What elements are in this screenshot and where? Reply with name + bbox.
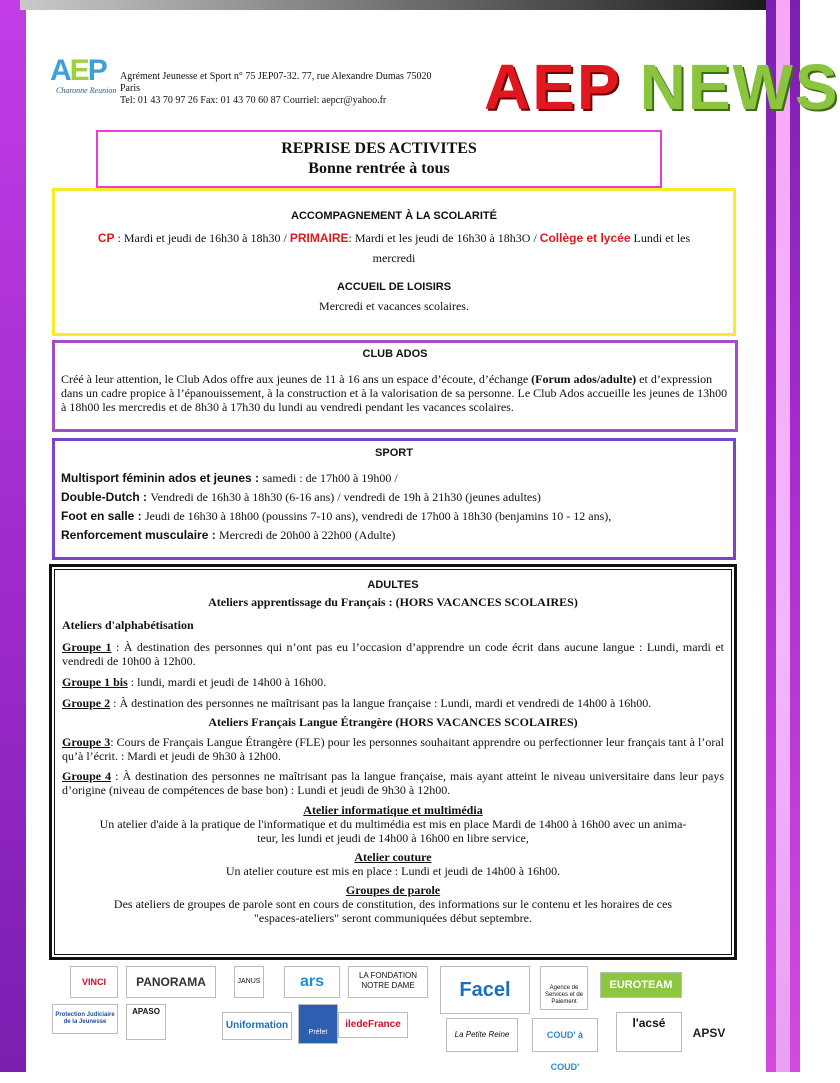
groupe-1-text: : À destination des personnes qui n’ont pas eu l’occasion d’apprendre un code écrit dans aucune langue : Lundi, mardi et vendredi de 10h00 à 12h00.	[62, 640, 724, 668]
aep-logo-subtitle: Charonne Reunion	[56, 86, 117, 95]
groupe-1	[62, 640, 724, 668]
college-text: Lundi et les	[630, 231, 691, 245]
groupe-1-label: Groupe 1	[62, 640, 112, 654]
club-ados-text-part-2: et d’expression dans un cadre propice à l’épanouissement, à la construction et à la valorisation de sa personne. Le Club Ados accueille les jeunes de 13h00 à 18h00 les mercredis et de 8h30 à 17h30 du lundi au vendredi pendant les vacances scolaires.	[61, 372, 728, 414]
aep-logo-letters: AEP	[50, 54, 106, 87]
adultes-subheading-2: Ateliers Français Langue Étrangère (HORS VACANCES SCOLAIRES)	[208, 715, 578, 729]
right-border-highlight	[776, 0, 790, 1072]
aep-news-banner	[484, 52, 840, 122]
address-line-2: Paris	[120, 83, 140, 94]
parole-text-1: Des ateliers de groupes de parole sont en cours de constitution, des informations sur le contenu et les horaires de ces	[113, 897, 673, 911]
partner-logo-apsv: APSV	[686, 1004, 732, 1068]
sport-list	[61, 469, 727, 545]
adultes-subheading-1: Ateliers apprentissage du Français : (HORS VACANCES SCOLAIRES)	[208, 595, 578, 609]
groupe-2-text: : À destination des personnes ne maîtrisant pas la langue française : Lundi, mardi et vendredi de 14h00 à 16h00.	[110, 696, 652, 710]
club-ados-section	[52, 340, 738, 432]
partner-logo-euroteam: EUROTEAM	[600, 972, 682, 998]
partner-logo-vinci: VINCI	[70, 966, 118, 998]
sport-section	[52, 438, 736, 560]
sport-item-text: samedi : de 17h00 à 19h00 /	[262, 471, 398, 485]
sport-item-text: Jeudi de 16h30 à 18h00 (poussins 7-10 ans), vendredi de 17h00 à 18h30 (benjamins 10 - 12 ans),	[145, 509, 612, 523]
news-word-news: NEWS	[639, 51, 840, 123]
address-line-3: Tel: 01 43 70 97 26 Fax: 01 43 70 60 87 Courriel: aepcr@yahoo.fr	[120, 95, 387, 106]
sport-item-label: Renforcement musculaire :	[61, 528, 220, 542]
news-word-aep: AEP	[484, 51, 622, 123]
title-box	[96, 130, 662, 188]
scolarite-text	[55, 228, 733, 268]
sport-item	[61, 507, 727, 526]
parole-text-2: "espaces-ateliers" seront communiquées début septembre.	[253, 911, 533, 925]
couture-text: Un atelier couture est mis en place : Lundi et jeudi de 14h00 à 16h00.	[225, 864, 561, 878]
couture-heading: Atelier couture	[354, 850, 432, 864]
groupe-2	[62, 696, 724, 710]
partner-logo-panorama: PANORAMA	[126, 966, 216, 998]
adultes-section	[49, 564, 737, 960]
college-text-2: mercredi	[372, 251, 416, 265]
info-text-1: Un atelier d'aide à la pratique de l'informatique et du multimédia est mis en place Mardi de 14h00 à 16h00 avec un anima-	[99, 817, 687, 831]
sport-item	[61, 526, 727, 545]
groupe-4-label: Groupe 4	[62, 769, 112, 783]
sport-item-label: Multisport féminin ados et jeunes :	[61, 471, 263, 485]
groupe-4-text: : À destination des personnes ne maîtrisant pas la langue française, mais ayant atteint le niveau universitaire dans leur pays d’origine (niveau de compétences de base bon) : Lundi et jeudi de 9h30 à 12h00.	[62, 769, 724, 797]
partner-logo-facel: Facel	[440, 966, 530, 1014]
sport-heading: SPORT	[375, 447, 413, 459]
primaire-text: : Mardi et les jeudi de 16h30 à 18h3O /	[348, 231, 540, 245]
groupe-3	[62, 735, 724, 763]
cp-label: CP	[97, 231, 115, 245]
top-border-decoration	[20, 0, 770, 10]
partner-logo-petite-reine: La Petite Reine	[446, 1018, 518, 1052]
partner-logo-ars: ars	[284, 966, 340, 998]
aep-logo	[50, 54, 122, 98]
club-ados-forum: (Forum ados/adulte)	[531, 372, 637, 386]
sport-item-label: Foot en salle :	[61, 509, 146, 523]
left-border-decoration	[0, 0, 26, 1072]
sport-item-text: Mercredi de 20h00 à 22h00 (Adulte)	[219, 528, 396, 542]
club-ados-text-part-1: Créé à leur attention, le Club Ados offre aux jeunes de 11 à 16 ans un espace d’écoute, d’échange	[61, 372, 532, 386]
partner-logo-fondation-notre-dame: LA FONDATION NOTRE DAME	[348, 966, 428, 998]
club-ados-text	[61, 372, 729, 414]
info-heading: Atelier informatique et multimédia	[303, 803, 483, 817]
groupe-2-label: Groupe 2	[62, 696, 111, 710]
adultes-heading: ADULTES	[367, 579, 419, 591]
groupe-3-text: : Cours de Français Langue Étrangère (FLE) pour les personnes souhaitant apprendre ou perfectionner leur français tant à l’oral qu’à l’écrit. : Mardi et jeudi de 9h30 à 12h00.	[62, 735, 724, 763]
loisirs-text: Mercredi et vacances scolaires.	[319, 299, 469, 313]
club-ados-heading: CLUB ADOS	[362, 348, 428, 360]
groupe-1-bis	[62, 675, 724, 689]
groupe-1-bis-text: : lundi, mardi et jeudi de 14h00 à 16h00.	[127, 675, 327, 689]
loisirs-heading: ACCUEIL DE LOISIRS	[336, 281, 452, 293]
title-line-2: Bonne rentrée à tous	[308, 160, 450, 177]
sport-item	[61, 488, 727, 507]
partner-logo-iledefrance: iledeFrance	[338, 1012, 408, 1038]
info-text-2: teur, les lundi et jeudi de 14h00 à 16h00 en libre service,	[257, 831, 529, 845]
address-line-1: Agrément Jeunesse et Sport n° 75 JEP07-32. 77, rue Alexandre Dumas 75020	[120, 71, 432, 82]
groupe-3-label: Groupe 3	[62, 735, 111, 749]
sport-item-text: Vendredi de 16h30 à 18h30 (6-16 ans) / vendredi de 19h à 21h30 (jeunes adultes)	[150, 490, 541, 504]
partner-logo-coud-a-coud: COUD' à COUD'	[532, 1018, 598, 1052]
primaire-label: PRIMAIRE	[289, 231, 349, 245]
partner-logo-pjj: Protection Judiciaire de la Jeunesse	[52, 1004, 118, 1034]
partner-logo-acse: l'acsé	[616, 1012, 682, 1052]
title-line-1: REPRISE DES ACTIVITES	[281, 140, 477, 157]
sport-item	[61, 469, 727, 488]
partner-logo-apaso: APASO	[126, 1004, 166, 1040]
partner-logo-prefet: Préfet	[298, 1004, 338, 1044]
cp-text: : Mardi et jeudi de 16h30 à 18h30 /	[114, 231, 290, 245]
partner-logo-uniformation: Uniformation	[222, 1012, 292, 1040]
college-label: Collège et lycée	[539, 231, 631, 245]
header-address	[120, 71, 480, 107]
alpha-heading: Ateliers d'alphabétisation	[62, 618, 194, 632]
scolarite-heading: ACCOMPAGNEMENT À LA SCOLARITÉ	[291, 210, 497, 222]
groupe-4	[62, 769, 724, 797]
sport-item-label: Double-Dutch :	[61, 490, 151, 504]
partner-logo-janus: JANUS	[234, 966, 264, 998]
partner-logo-asp: Agence de Services et de Paiement	[540, 966, 588, 1010]
groupe-1-bis-label: Groupe 1 bis	[62, 675, 128, 689]
scolarite-section	[52, 188, 736, 336]
parole-heading: Groupes de parole	[345, 883, 441, 897]
